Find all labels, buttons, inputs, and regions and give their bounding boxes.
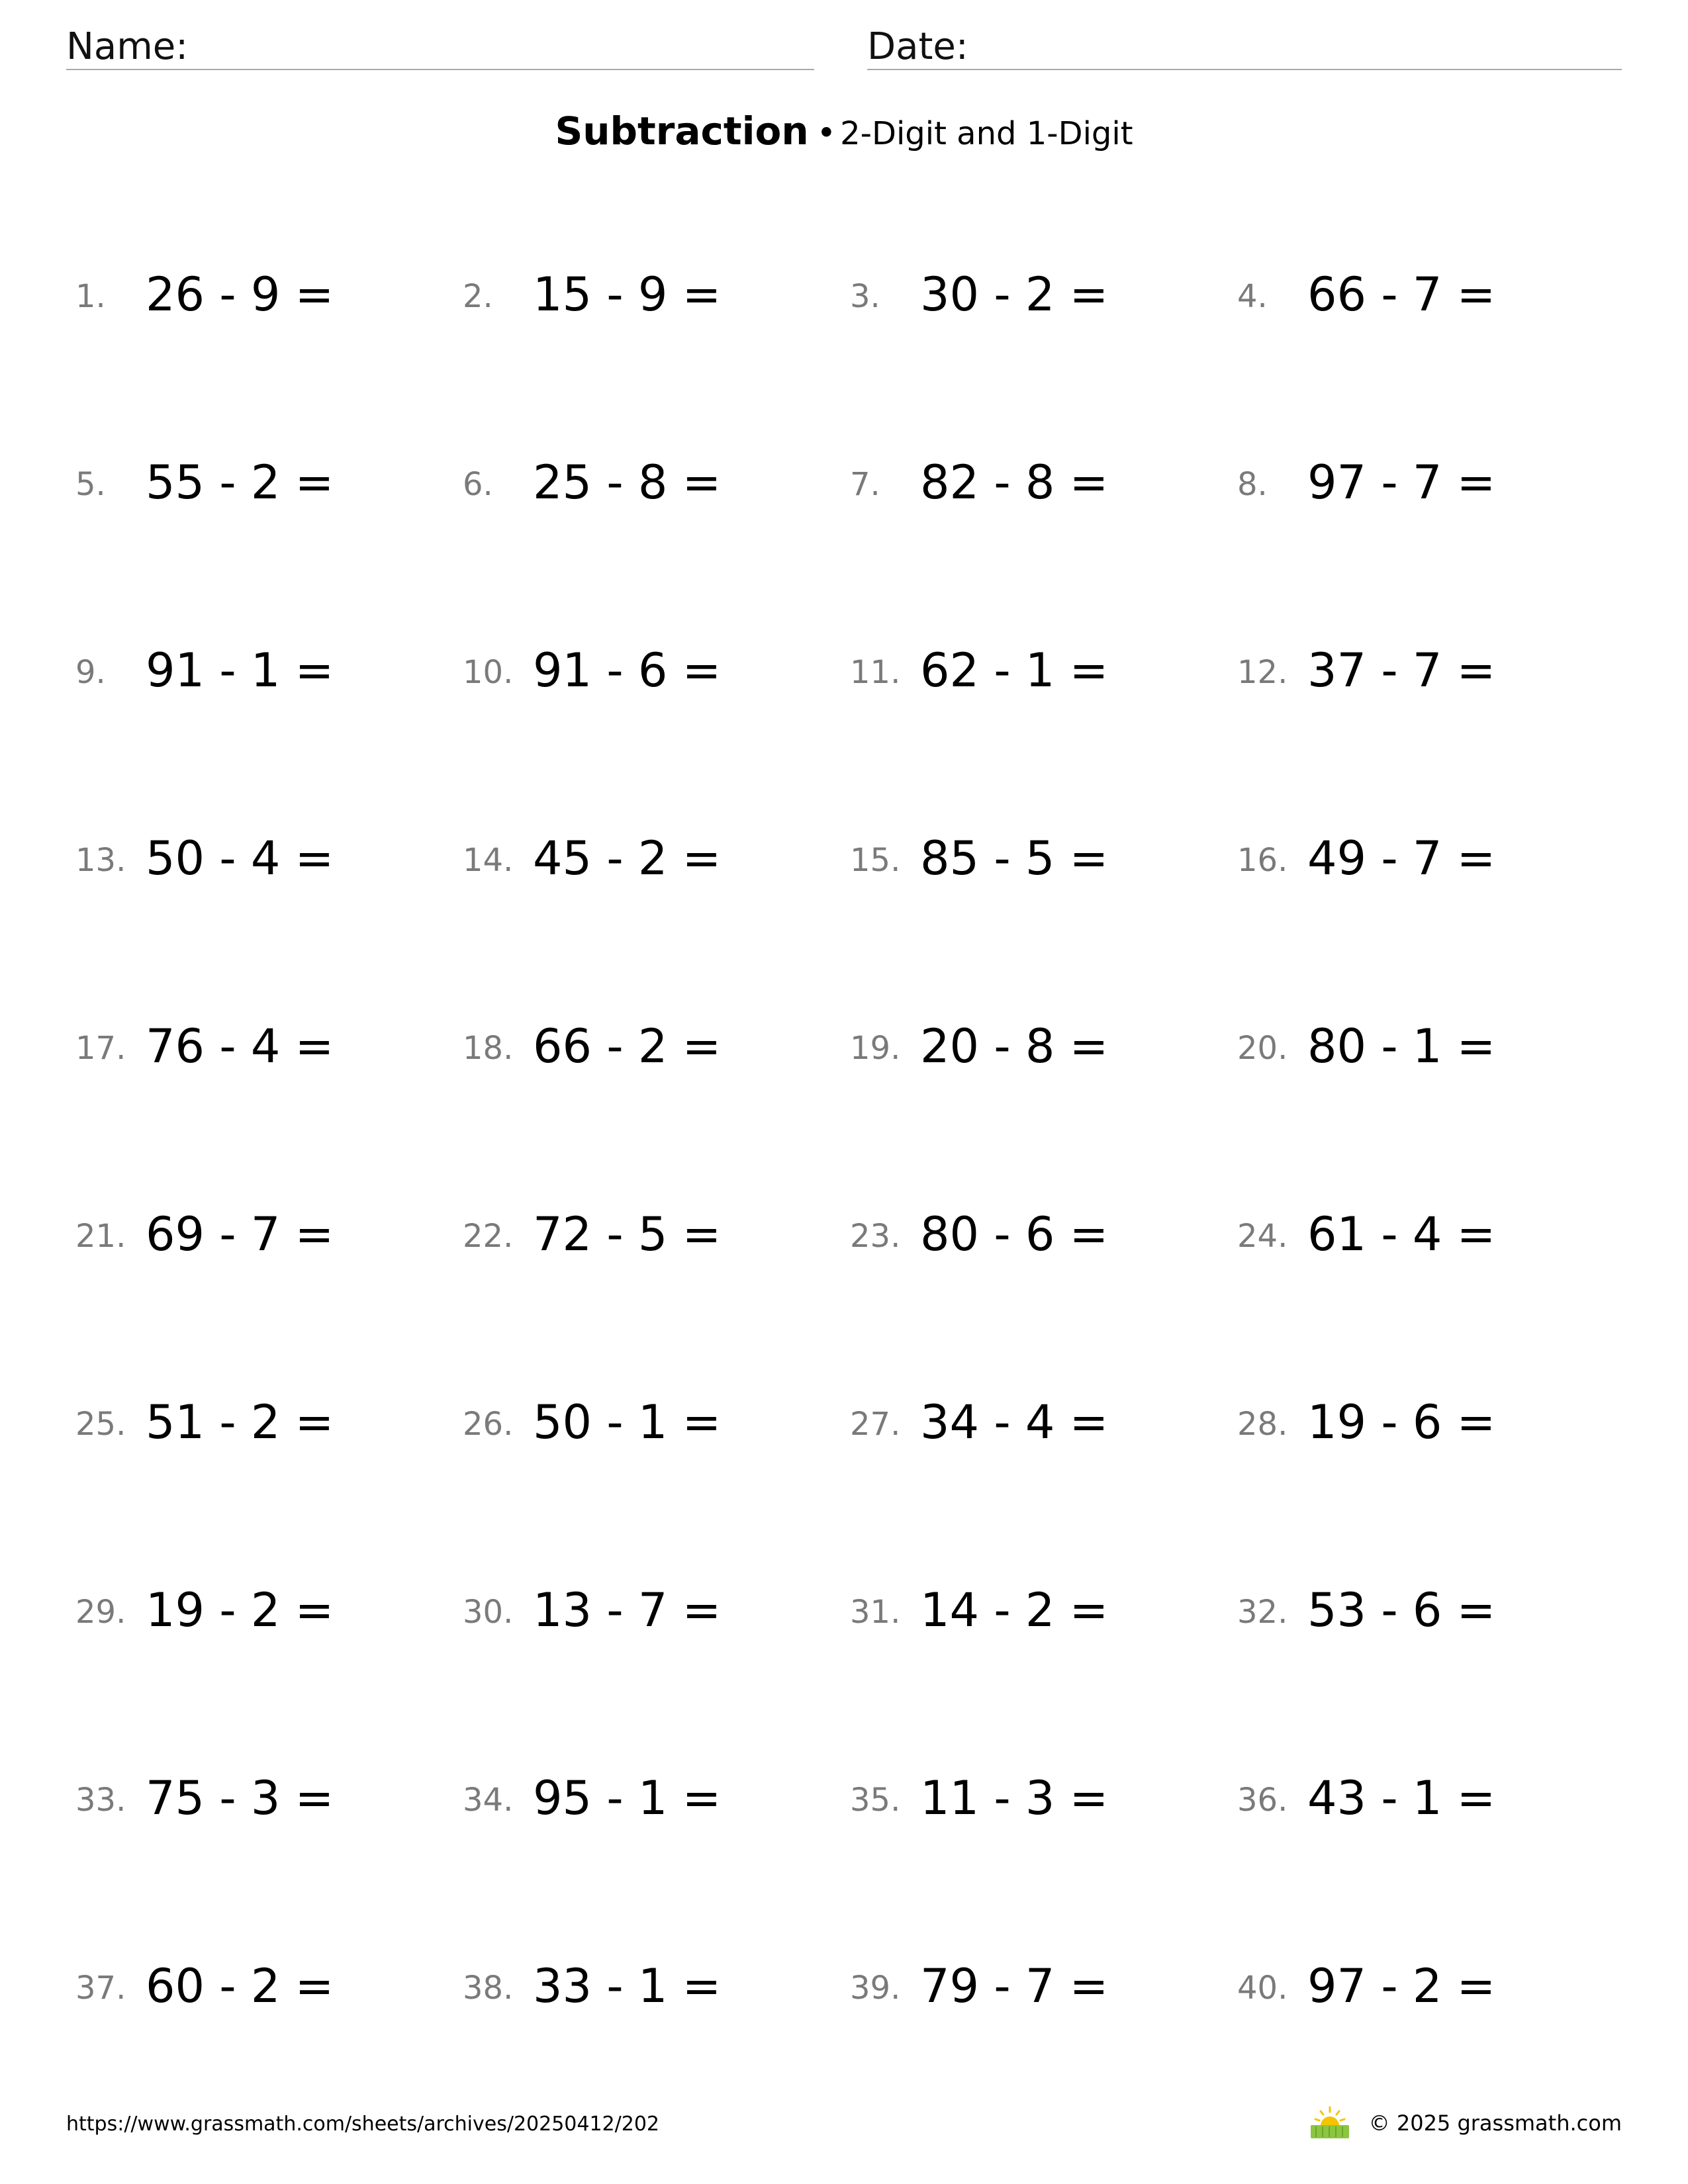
problem-expression: 85 - 5 = (920, 831, 1109, 886)
problem-number: 25. (75, 1406, 126, 1443)
problem-number: 21. (75, 1218, 126, 1255)
problem-number: 3. (850, 278, 880, 315)
problem-expression: 15 - 9 = (533, 267, 722, 322)
problem-expression: 97 - 2 = (1307, 1959, 1496, 2013)
problem-item (460, 225, 847, 413)
problem-expression: 49 - 7 = (1307, 831, 1496, 886)
problem-number: 11. (850, 654, 901, 691)
problem-number: 17. (75, 1030, 126, 1067)
problem-expression: 20 - 8 = (920, 1019, 1109, 1073)
problem-item (460, 1917, 847, 2105)
problem-item (1235, 789, 1622, 977)
problem-item (73, 1729, 460, 1917)
problem-expression: 19 - 2 = (146, 1583, 334, 1637)
problem-number: 38. (463, 1970, 514, 2007)
problem-expression: 37 - 7 = (1307, 643, 1496, 698)
problem-item (460, 1165, 847, 1353)
problem-item (73, 413, 460, 601)
problem-item (460, 1353, 847, 1541)
problem-item (847, 601, 1235, 789)
problem-item (847, 225, 1235, 413)
problem-expression: 53 - 6 = (1307, 1583, 1496, 1637)
problem-item (73, 1541, 460, 1729)
problem-number: 16. (1237, 842, 1288, 879)
problem-item (1235, 225, 1622, 413)
problem-expression: 82 - 8 = (920, 455, 1109, 510)
title-subtitle: 2-Digit and 1-Digit (840, 115, 1133, 152)
problem-number: 28. (1237, 1406, 1288, 1443)
problem-number: 39. (850, 1970, 901, 2007)
problem-item (1235, 1353, 1622, 1541)
problem-item (73, 1165, 460, 1353)
problem-number: 9. (75, 654, 106, 691)
problem-item (1235, 977, 1622, 1165)
problem-item (460, 789, 847, 977)
problem-number: 8. (1237, 466, 1268, 503)
problem-number: 18. (463, 1030, 514, 1067)
problem-item (847, 1729, 1235, 1917)
problem-expression: 80 - 6 = (920, 1207, 1109, 1261)
footer-url[interactable]: https://www.grassmath.com/sheets/archives/20250412/202 (66, 2113, 660, 2136)
problem-expression: 14 - 2 = (920, 1583, 1109, 1637)
problem-item (1235, 1541, 1622, 1729)
problem-item (1235, 413, 1622, 601)
problem-expression: 26 - 9 = (146, 267, 334, 322)
problem-number: 29. (75, 1594, 126, 1631)
problem-expression: 25 - 8 = (533, 455, 722, 510)
problem-expression: 75 - 3 = (146, 1771, 334, 1825)
problem-expression: 79 - 7 = (920, 1959, 1109, 2013)
problem-number: 30. (463, 1594, 514, 1631)
problem-number: 2. (463, 278, 493, 315)
problem-number: 37. (75, 1970, 126, 2007)
problem-item (847, 977, 1235, 1165)
problem-item (73, 1917, 460, 2105)
problem-number: 35. (850, 1782, 901, 1819)
problem-number: 19. (850, 1030, 901, 1067)
problem-expression: 33 - 1 = (533, 1959, 722, 2013)
title-separator: • (816, 114, 837, 152)
problem-expression: 95 - 1 = (533, 1771, 722, 1825)
problem-item (460, 413, 847, 601)
problem-item (847, 789, 1235, 977)
problem-number: 14. (463, 842, 514, 879)
problem-expression: 45 - 2 = (533, 831, 722, 886)
problem-expression: 80 - 1 = (1307, 1019, 1496, 1073)
problem-item (73, 225, 460, 413)
problem-number: 20. (1237, 1030, 1288, 1067)
problem-number: 13. (75, 842, 126, 879)
problem-expression: 51 - 2 = (146, 1395, 334, 1449)
problem-number: 34. (463, 1782, 514, 1819)
problem-number: 36. (1237, 1782, 1288, 1819)
problem-number: 31. (850, 1594, 901, 1631)
name-field[interactable] (66, 20, 814, 70)
problem-expression: 66 - 7 = (1307, 267, 1496, 322)
problem-item (460, 1541, 847, 1729)
name-label: Name: (66, 25, 189, 68)
problem-item (73, 601, 460, 789)
worksheet-title (0, 103, 1688, 159)
problem-number: 15. (850, 842, 901, 879)
problem-expression: 69 - 7 = (146, 1207, 334, 1261)
problem-expression: 62 - 1 = (920, 643, 1109, 698)
problem-item (1235, 1917, 1622, 2105)
footer-brand (1308, 2103, 1622, 2143)
problem-item (460, 601, 847, 789)
problem-expression: 60 - 2 = (146, 1959, 334, 2013)
problem-expression: 72 - 5 = (533, 1207, 722, 1261)
problem-item (847, 1353, 1235, 1541)
date-label: Date: (867, 25, 968, 68)
problem-number: 5. (75, 466, 106, 503)
problem-number: 6. (463, 466, 493, 503)
problem-item (847, 413, 1235, 601)
problem-number: 4. (1237, 278, 1268, 315)
problem-item (847, 1917, 1235, 2105)
problem-number: 12. (1237, 654, 1288, 691)
problem-expression: 19 - 6 = (1307, 1395, 1496, 1449)
problem-item (847, 1541, 1235, 1729)
problem-expression: 13 - 7 = (533, 1583, 722, 1637)
problem-number: 23. (850, 1218, 901, 1255)
date-field[interactable] (867, 20, 1622, 70)
problem-number: 27. (850, 1406, 901, 1443)
problem-item (460, 977, 847, 1165)
problem-item (1235, 1729, 1622, 1917)
problem-expression: 76 - 4 = (146, 1019, 334, 1073)
problem-expression: 50 - 1 = (533, 1395, 722, 1449)
problem-expression: 66 - 2 = (533, 1019, 722, 1073)
problem-number: 40. (1237, 1970, 1288, 2007)
problem-item (847, 1165, 1235, 1353)
problem-item (73, 1353, 460, 1541)
problem-expression: 91 - 1 = (146, 643, 334, 698)
problem-item (73, 789, 460, 977)
problem-item (460, 1729, 847, 1917)
problem-item (73, 977, 460, 1165)
problem-expression: 61 - 4 = (1307, 1207, 1496, 1261)
problem-number: 22. (463, 1218, 514, 1255)
problem-expression: 97 - 7 = (1307, 455, 1496, 510)
problem-number: 7. (850, 466, 880, 503)
problem-expression: 43 - 1 = (1307, 1771, 1496, 1825)
problem-expression: 55 - 2 = (146, 455, 334, 510)
problem-number: 24. (1237, 1218, 1288, 1255)
problem-expression: 30 - 2 = (920, 267, 1109, 322)
problem-number: 32. (1237, 1594, 1288, 1631)
title-main: Subtraction (555, 109, 809, 154)
sun-over-grass-icon (1308, 2106, 1352, 2140)
problem-number: 33. (75, 1782, 126, 1819)
problem-expression: 11 - 3 = (920, 1771, 1109, 1825)
problem-item (1235, 1165, 1622, 1353)
problem-expression: 34 - 4 = (920, 1395, 1109, 1449)
problem-expression: 50 - 4 = (146, 831, 334, 886)
copyright-text: © 2025 grassmath.com (1368, 2111, 1622, 2136)
problem-item (1235, 601, 1622, 789)
problem-grid (73, 225, 1622, 2105)
problem-number: 10. (463, 654, 514, 691)
problem-number: 1. (75, 278, 106, 315)
problem-expression: 91 - 6 = (533, 643, 722, 698)
problem-number: 26. (463, 1406, 514, 1443)
